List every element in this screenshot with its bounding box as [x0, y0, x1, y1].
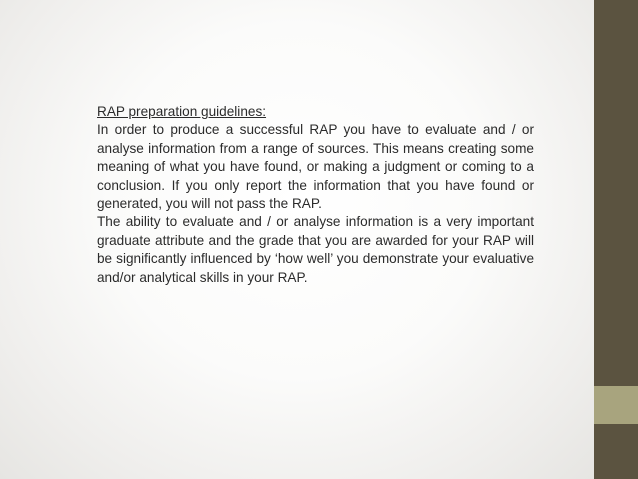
- paragraph-2: The ability to evaluate and / or analyse information is a very important graduate attribute and the grade that you are awarded for your RAP will be significantly influenced by ‘how well’ you demonstrate your evaluative and/or analytical skills in your RAP.: [97, 214, 534, 285]
- decorative-sidebar-accent: [594, 386, 638, 424]
- paragraph-1: In order to produce a successful RAP you have to evaluate and / or analyse information from a range of sources. This means creating some meaning of what you have found, or making a judgment or coming to a conclusion. If you only report the information that you have found or generated, you will not pass the RAP.: [97, 122, 534, 212]
- decorative-sidebar-bottom: [594, 424, 638, 479]
- slide-heading: RAP preparation guidelines:: [97, 104, 267, 119]
- slide-text-block: [97, 103, 534, 287]
